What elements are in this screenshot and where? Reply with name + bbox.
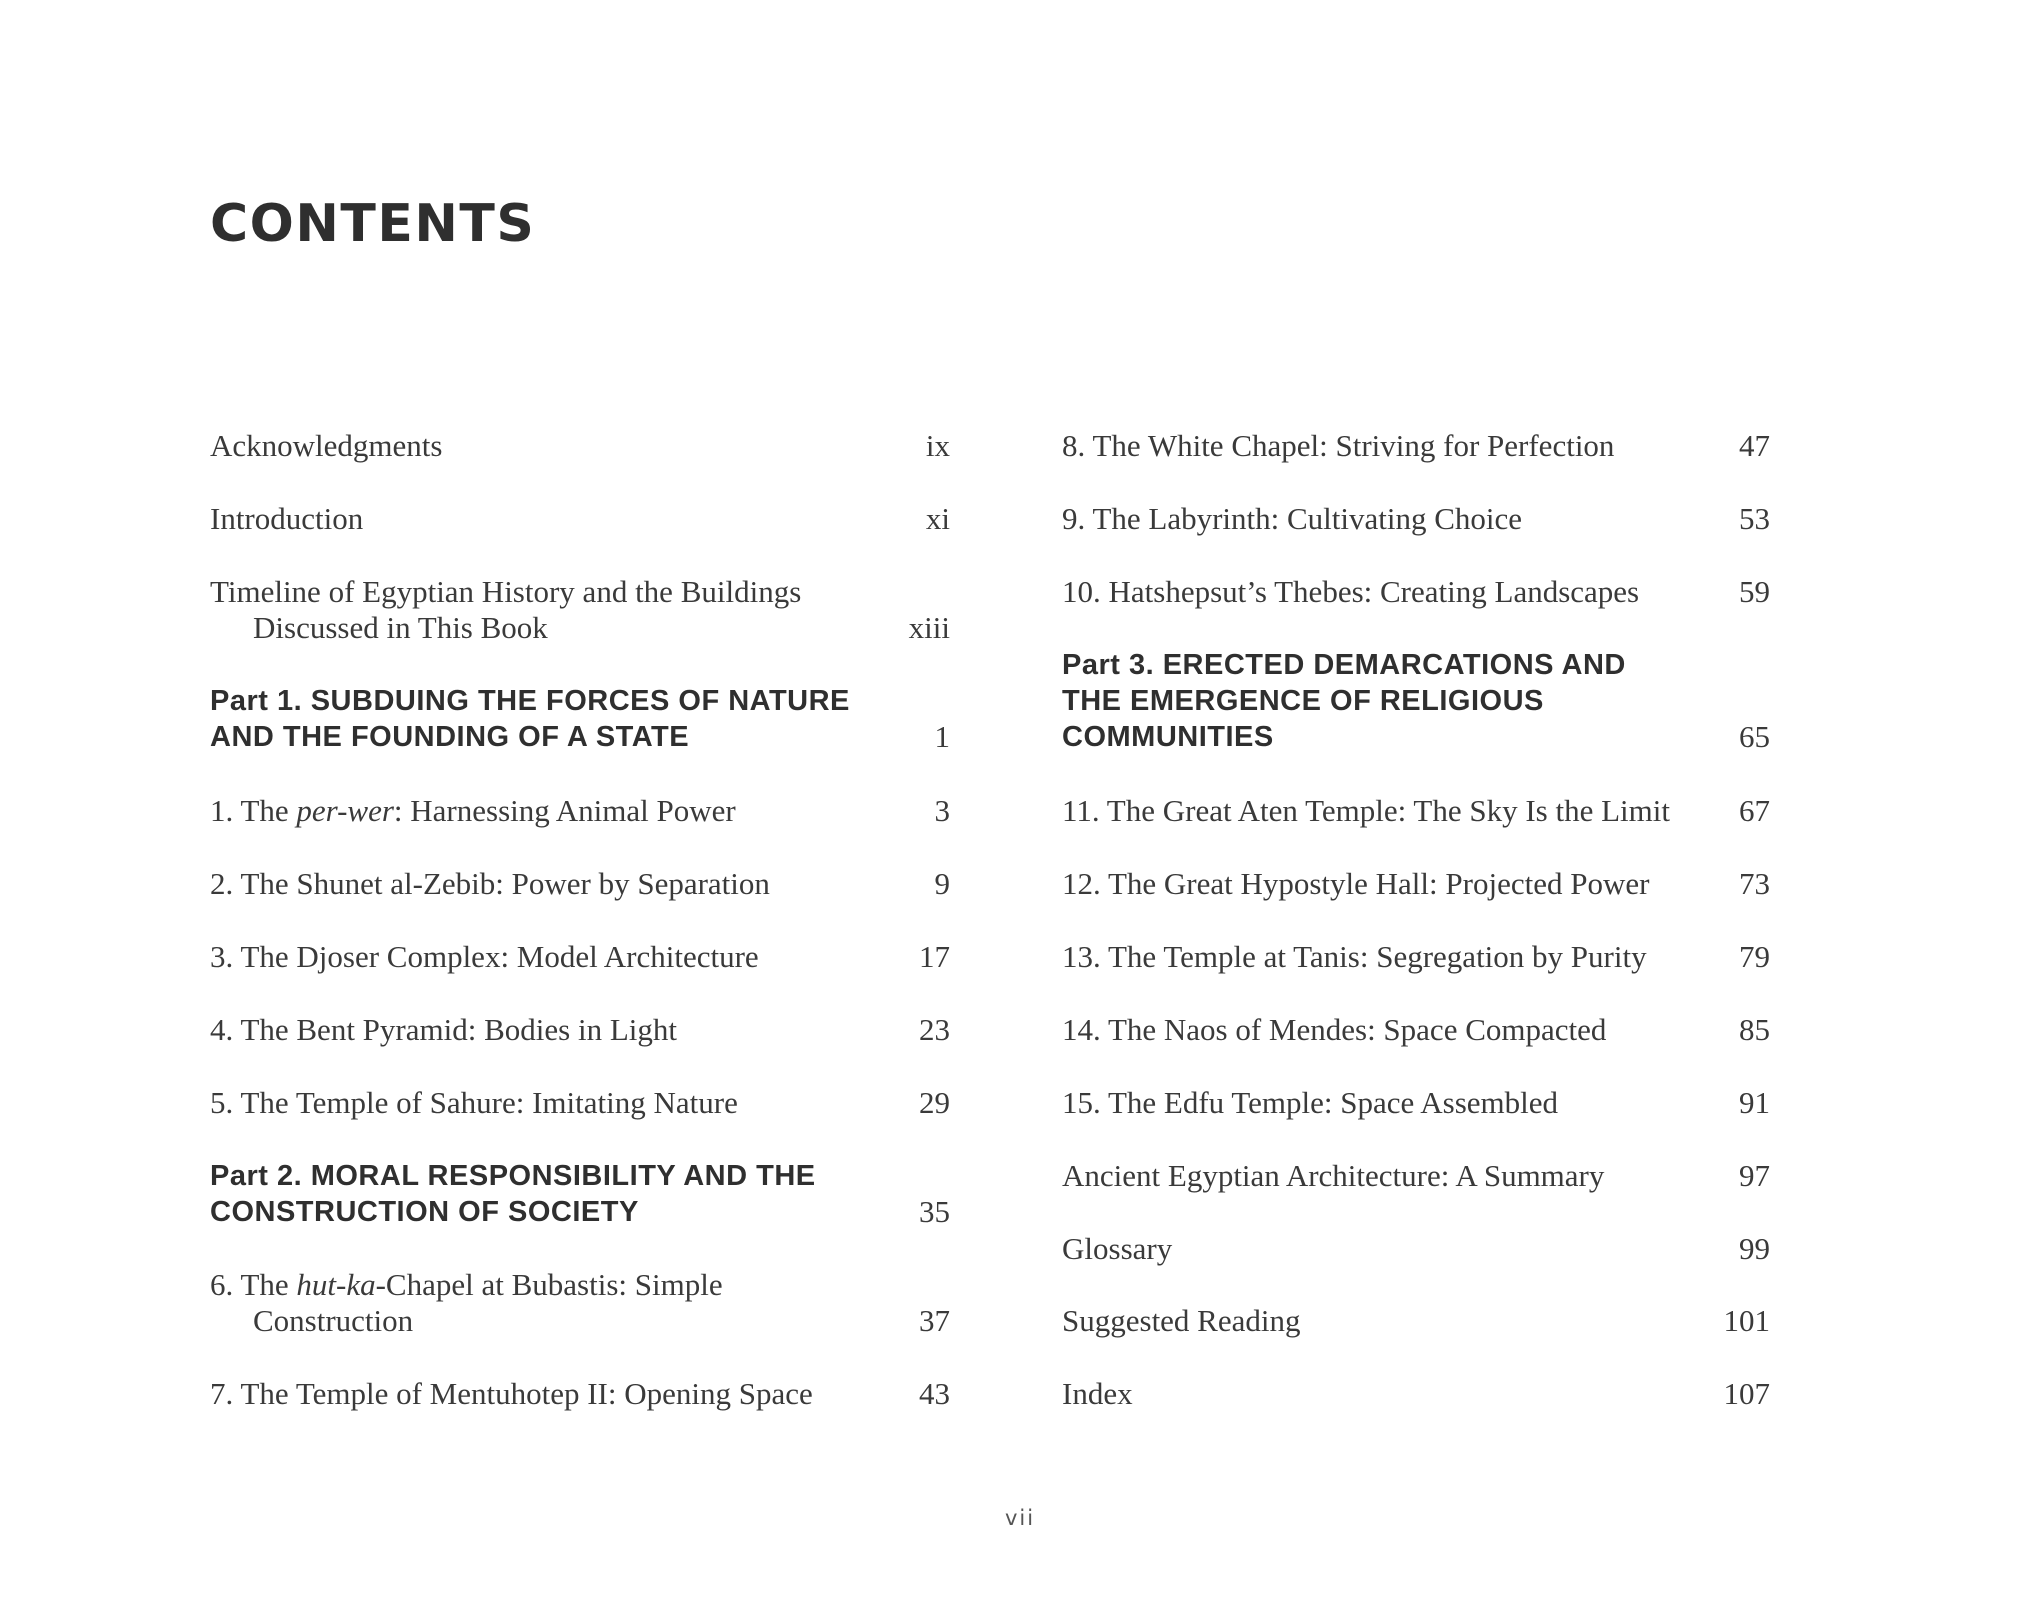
toc-entry-glossary[interactable] — [1062, 1231, 1770, 1267]
toc-entry-title-italic: per-wer — [296, 793, 394, 828]
toc-part-3[interactable] — [1062, 647, 1770, 755]
toc-entry-page: 35 — [919, 1194, 950, 1229]
toc-entry-title-line1: Timeline of Egyptian History and the Buildings — [210, 574, 802, 609]
toc-entry-chapter-15[interactable] — [1062, 1085, 1770, 1121]
toc-entry-title: 10. Hatshepsut’s Thebes: Creating Landscapes — [1062, 574, 1640, 609]
toc-entry-title: Ancient Egyptian Architecture: A Summary — [1062, 1158, 1605, 1193]
toc-part-title-line: Part 1. SUBDUING THE FORCES OF NATURE — [210, 685, 850, 717]
toc-entry-index[interactable] — [1062, 1376, 1770, 1412]
toc-entry-title: 7. The Temple of Mentuhotep II: Opening Space — [210, 1376, 813, 1411]
toc-entry-title: 8. The White Chapel: Striving for Perfection — [1062, 428, 1615, 463]
toc-entry-title — [210, 793, 736, 829]
toc-entry-chapter-7[interactable] — [210, 1376, 950, 1412]
toc-entry-title: 9. The Labyrinth: Cultivating Choice — [1062, 501, 1523, 536]
toc-entry-title: Index — [1062, 1376, 1133, 1411]
toc-entry-chapter-14[interactable] — [1062, 1012, 1770, 1048]
toc-entry-title-line1 — [210, 1267, 723, 1302]
toc-entry-title: 14. The Naos of Mendes: Space Compacted — [1062, 1012, 1607, 1047]
toc-entry-page: 79 — [1739, 939, 1770, 974]
toc-entry-page: 9 — [934, 866, 950, 901]
toc-part-title — [210, 1158, 816, 1230]
toc-entry-page: 101 — [1723, 1303, 1770, 1338]
toc-entry-chapter-6[interactable] — [210, 1267, 950, 1339]
toc-part-2[interactable] — [210, 1158, 950, 1230]
toc-entry-title: 15. The Edfu Temple: Space Assembled — [1062, 1085, 1559, 1120]
toc-part-1[interactable] — [210, 683, 950, 755]
toc-entry-title: Introduction — [210, 501, 364, 536]
page-title: CONTENTS — [210, 194, 536, 254]
toc-entry-page: 29 — [919, 1085, 950, 1120]
toc-entry-title — [210, 1267, 723, 1339]
toc-entry-title: Acknowledgments — [210, 428, 443, 463]
toc-entry-title-prefix: 6. The — [210, 1267, 297, 1302]
toc-part-title-line: CONSTRUCTION OF SOCIETY — [210, 1196, 639, 1228]
toc-entry-page: 67 — [1739, 793, 1770, 828]
toc-part-title-line: AND THE FOUNDING OF A STATE — [210, 721, 690, 753]
toc-entry-chapter-12[interactable] — [1062, 866, 1770, 902]
toc-entry-page: xiii — [908, 610, 950, 645]
toc-entry-page: 107 — [1723, 1376, 1770, 1411]
toc-entry-chapter-1[interactable] — [210, 793, 950, 829]
toc-part-title-line: COMMUNITIES — [1062, 721, 1274, 753]
toc-entry-page: 1 — [934, 719, 950, 754]
toc-entry-title: 11. The Great Aten Temple: The Sky Is the Limit — [1062, 793, 1670, 828]
toc-entry-chapter-10[interactable] — [1062, 574, 1770, 610]
toc-entry-page: 73 — [1739, 866, 1770, 901]
toc-entry-title: 2. The Shunet al-Zebib: Power by Separation — [210, 866, 770, 901]
toc-entry-title: 12. The Great Hypostyle Hall: Projected Power — [1062, 866, 1650, 901]
toc-entry-title-suffix: -Chapel at Bubastis: Simple — [375, 1267, 723, 1302]
toc-entry-chapter-4[interactable] — [210, 1012, 950, 1048]
toc-entry-chapter-13[interactable] — [1062, 939, 1770, 975]
toc-entry-timeline[interactable] — [210, 574, 950, 646]
toc-entry-title: 5. The Temple of Sahure: Imitating Nature — [210, 1085, 738, 1120]
toc-entry-page: 65 — [1739, 719, 1770, 754]
toc-entry-page: 85 — [1739, 1012, 1770, 1047]
toc-entry-title-prefix: 1. The — [210, 793, 297, 828]
toc-entry-title — [210, 574, 801, 646]
toc-entry-chapter-3[interactable] — [210, 939, 950, 975]
toc-entry-chapter-9[interactable] — [1062, 501, 1770, 537]
toc-entry-title: 13. The Temple at Tanis: Segregation by Purity — [1062, 939, 1647, 974]
toc-part-title-line: Part 2. MORAL RESPONSIBILITY AND THE — [210, 1160, 816, 1192]
toc-part-title-line: Part 3. ERECTED DEMARCATIONS AND — [1062, 649, 1626, 681]
toc-entry-page: 59 — [1739, 574, 1770, 609]
toc-part-title — [210, 683, 850, 755]
page-number: vii — [1004, 1506, 1036, 1530]
toc-entry-page: 43 — [919, 1376, 950, 1411]
toc-entry-title: 4. The Bent Pyramid: Bodies in Light — [210, 1012, 677, 1047]
toc-entry-page: ix — [925, 428, 950, 463]
toc-entry-page: 91 — [1739, 1085, 1770, 1120]
toc-part-title — [1062, 647, 1626, 755]
toc-entry-title-italic: hut-ka — [296, 1267, 376, 1302]
toc-part-title-line: THE EMERGENCE OF RELIGIOUS — [1062, 685, 1544, 717]
toc-entry-summary[interactable] — [1062, 1158, 1770, 1194]
toc-entry-chapter-8[interactable] — [1062, 428, 1770, 464]
toc-entry-page: 3 — [934, 793, 950, 828]
toc-entry-page: xi — [925, 501, 950, 536]
toc-entry-page: 99 — [1739, 1231, 1770, 1266]
toc-entry-page: 17 — [919, 939, 950, 974]
toc-entry-introduction[interactable] — [210, 501, 950, 537]
toc-entry-acknowledgments[interactable] — [210, 428, 950, 464]
toc-entry-title: Glossary — [1062, 1231, 1173, 1266]
toc-entry-title-suffix: : Harnessing Animal Power — [393, 793, 736, 828]
toc-entry-chapter-11[interactable] — [1062, 793, 1770, 829]
toc-entry-page: 53 — [1739, 501, 1770, 536]
toc-entry-title: 3. The Djoser Complex: Model Architecture — [210, 939, 759, 974]
toc-entry-chapter-2[interactable] — [210, 866, 950, 902]
toc-entry-page: 97 — [1739, 1158, 1770, 1193]
toc-entry-page: 47 — [1739, 428, 1770, 463]
toc-entry-chapter-5[interactable] — [210, 1085, 950, 1121]
toc-entry-page: 37 — [919, 1303, 950, 1338]
toc-entry-page: 23 — [919, 1012, 950, 1047]
toc-entry-title-line2: Construction — [253, 1303, 414, 1338]
toc-entry-title: Suggested Reading — [1062, 1303, 1301, 1338]
toc-entry-suggested-reading[interactable] — [1062, 1303, 1770, 1339]
toc-entry-title-line2: Discussed in This Book — [253, 610, 548, 645]
